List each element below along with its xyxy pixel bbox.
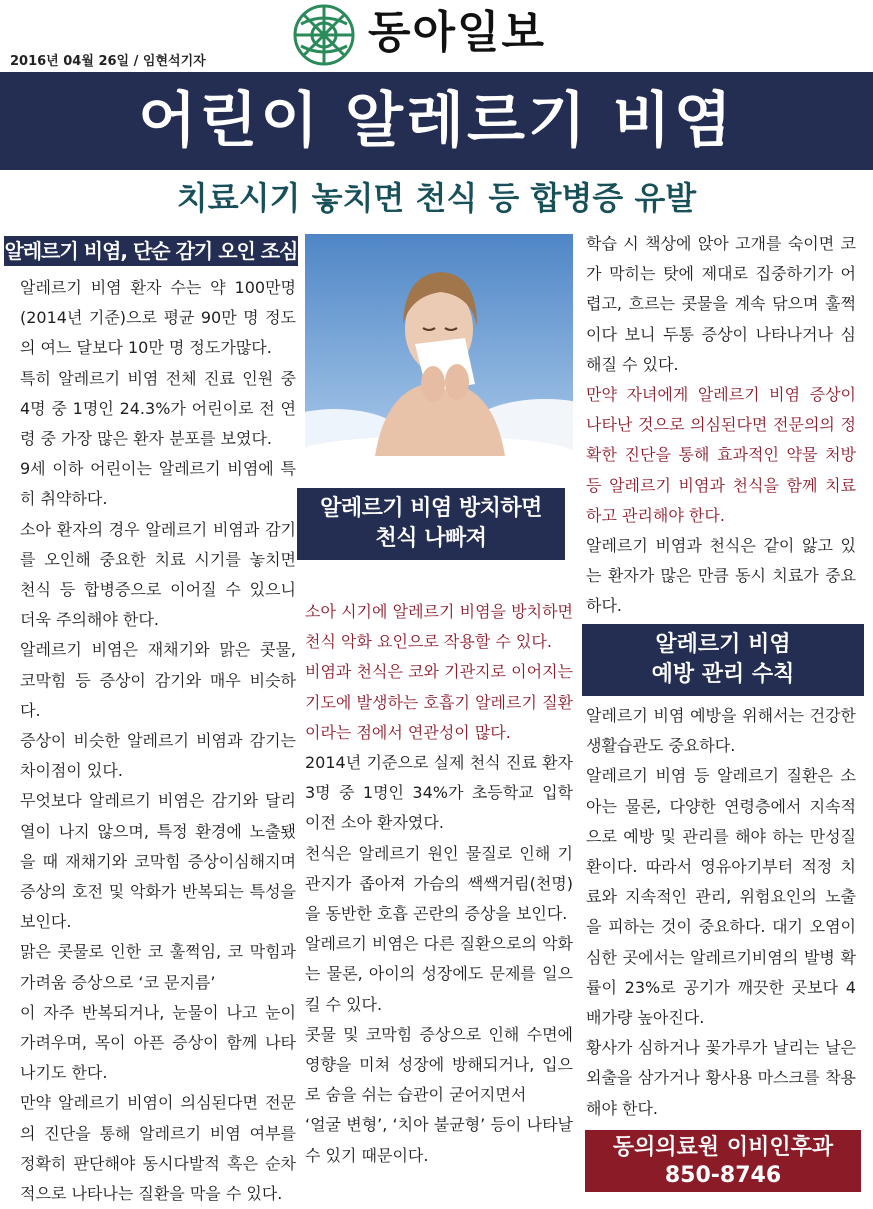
subheadline: 치료시기 놓치면 천식 등 합병증 유발 xyxy=(176,179,697,217)
section-heading-asthma xyxy=(297,488,565,560)
paragraph: 이 자주 반복되거나, 눈물이 나고 눈이 가려우며, 목이 아픈 증상이 함께 나타나기도 한다. xyxy=(20,1002,296,1083)
highlight-paragraph: 소아 시기에 알레르기 비염을 방치하면 천식 악화 요인으로 작용할 수 있다. xyxy=(305,602,573,652)
paragraph: 학습 시 책상에 앉아 고개를 숙이면 코가 막히는 탓에 제대로 집중하기가 어렵고, 흐르는 콧물을 계속 닦으며 훌쩍이다 보니 두통 증상이 나타나거나 심해질 수 있다. xyxy=(586,234,856,374)
paragraph: 알레르기 비염과 천식은 같이 앓고 있는 환자가 많은 만큼 동시 치료가 중요하다. xyxy=(586,536,856,616)
column-2 xyxy=(305,597,573,1171)
newspaper-logo-text: 동아일보 xyxy=(368,7,547,58)
paragraph: 천식은 알레르기 원인 물질로 인해 기관지가 좁아져 가슴의 쌕쌕거림(천명)을 동반한 호흡 곤란의 증상을 보인다. xyxy=(305,843,573,924)
section-heading-prevention xyxy=(582,624,864,696)
paragraph: 황사가 심하거나 꽃가루가 날리는 날은 외출을 삼가거나 황사용 마스크를 착용해야 한다. xyxy=(586,1038,856,1118)
masthead xyxy=(0,0,873,69)
paragraph: 증상이 비슷한 알레르기 비염과 감기는차이점이 있다. xyxy=(20,731,296,781)
paragraph: 특히 알레르기 비염 전체 진료 인원 중 4명 중 1명인 24.3%가 어린이로 전 연령 중 가장 많은 환자 분포를 보였다. xyxy=(20,368,296,449)
paragraph: 무엇보다 알레르기 비염은 감기와 달리 열이 나지 않으며, 특정 환경에 노출됐을 때 재채기와 코막힘 증상이심해지며 증상의 호전 및 악화가 반복되는 특성을 보인다. xyxy=(20,791,296,932)
paragraph: 알레르기 비염은 재채기와 맑은 콧물, 코막힘 등 증상이 감기와 매우 비슷하다. xyxy=(20,640,296,720)
column-1 xyxy=(20,273,296,1209)
section-heading-cold-confusion: 알레르기 비염, 단순 감기 오인 조심 xyxy=(4,236,298,266)
heading-line: 예방 관리 수칙 xyxy=(651,662,795,687)
paragraph: 알레르기 비염 환자 수는 약 100만명(2014년 기준)으로 평균 90만 명 정도의 여느 달보다 10만 명 정도가많다. xyxy=(20,278,296,358)
headline: 어린이 알레르기 비염 xyxy=(138,86,735,156)
clinic-contact-box xyxy=(585,1130,861,1192)
clinic-name: 동의의료원 이비인후과 xyxy=(612,1135,834,1160)
heading-line: 천식 나빠져 xyxy=(375,526,487,551)
paragraph: 알레르기 비염은 다른 질환으로의 악화는 물론, 아이의 성장에도 문제를 일으킬 수 있다. xyxy=(305,934,573,1014)
paragraph: 2014년 기준으로 실제 천식 진료 환자 3명 중 1명인 34%가 초등학교 입학 이전 소아 환자였다. xyxy=(305,753,573,833)
heading-line: 알레르기 비염 방치하면 xyxy=(320,496,542,521)
sneezing-woman-photo xyxy=(305,234,573,456)
paragraph: 알레르기 비염 등 알레르기 질환은 소아는 물론, 다양한 연령층에서 지속적으로 예방 및 관리를 해야 하는 만성질환이다. 따라서 영유아기부터 적정 치료와 지속적인 관리, 위험요인의 노출을 피하는 것이 중요하다. 대기 오염이 심한 곳에서는 알레르기비염의 발병 확률이 23%로 공기가 깨끗한 곳보다 4배가량 높아진다. xyxy=(586,766,856,1028)
paragraph: 만약 알레르기 비염이 의심된다면 전문의 진단을 통해 알레르기 비염 여부를 정확히 판단해야 동시다발적 혹은 순차적으로 나타나는 질환을 막을 수 있다. xyxy=(20,1093,296,1204)
highlight-paragraph: 만약 자녀에게 알레르기 비염 증상이 나타난 것으로 의심된다면 전문의의 정확한 진단을 통해 효과적인 약물 처방 등 알레르기 비염과 천식을 함께 치료하고 관리해야 한다. xyxy=(586,385,856,525)
column-3-bottom xyxy=(586,701,856,1124)
heading-line: 알레르기 비염 xyxy=(655,632,791,657)
paragraph: 맑은 콧물로 인한 코 훌쩍임, 코 막힘과 가려움 증상으로 ‘코 문지름’ xyxy=(20,942,296,992)
paragraph: 소아 환자의 경우 알레르기 비염과 감기를 오인해 중요한 치료 시기를 놓치면 천식 등 합병증으로 이어질 수 있으니 더욱 주의해야 한다. xyxy=(20,519,296,630)
paragraph: 9세 이하 어린이는 알레르기 비염에 특히 취약하다. xyxy=(20,459,296,509)
headline-banner xyxy=(0,72,873,170)
column-3-top xyxy=(586,229,856,622)
highlight-paragraph: 비염과 천식은 코와 기관지로 이어지는 기도에 발생하는 호흡기 알레르기 질환이라는 점에서 연관성이 많다. xyxy=(305,662,573,742)
paragraph: 알레르기 비염 예방을 위해서는 건강한 생활습관도 중요하다. xyxy=(586,706,856,756)
clinic-phone: 850-8746 xyxy=(664,1163,782,1188)
paragraph: 콧물 및 코막힘 증상으로 인해 수면에 영향을 미쳐 성장에 방해되거나, 입으로 숨을 쉬는 습관이 굳어지면서 xyxy=(305,1024,573,1105)
dong-a-ilbo-emblem-icon xyxy=(293,4,355,66)
dateline: 2016년 04월 26일 / 임현석기자 xyxy=(10,54,206,69)
paragraph: ‘얼굴 변형’, ‘치아 불균형’ 등이 나타날 수 있기 때문이다. xyxy=(305,1115,573,1165)
